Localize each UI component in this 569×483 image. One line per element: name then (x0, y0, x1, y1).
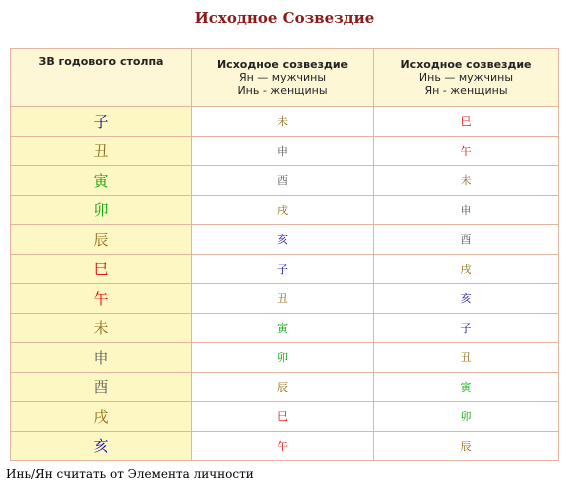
table-body (11, 107, 559, 461)
table-header-row (11, 49, 559, 107)
table-row (11, 107, 559, 137)
header-yin-line2: Ян - женщины (424, 84, 508, 97)
branch-cell: 酉 (11, 372, 192, 402)
table-row (11, 195, 559, 225)
table-row (11, 254, 559, 284)
table-row (11, 372, 559, 402)
header-year-pillar (11, 49, 192, 107)
branch-cell: 辰 (11, 225, 192, 255)
table-row (11, 313, 559, 343)
yang-cell: 戌 (192, 195, 374, 225)
branch-cell: 寅 (11, 166, 192, 196)
yin-cell: 申 (374, 195, 559, 225)
yang-cell: 子 (192, 254, 374, 284)
branch-cell: 午 (11, 284, 192, 314)
branch-cell: 戌 (11, 402, 192, 432)
yang-cell: 亥 (192, 225, 374, 255)
branch-cell: 亥 (11, 431, 192, 461)
yin-cell: 子 (374, 313, 559, 343)
table-row (11, 402, 559, 432)
yin-cell: 亥 (374, 284, 559, 314)
yang-cell: 丑 (192, 284, 374, 314)
header-yang-constellation (192, 49, 374, 107)
yang-cell: 申 (192, 136, 374, 166)
table-row (11, 136, 559, 166)
branch-cell: 未 (11, 313, 192, 343)
yang-cell: 辰 (192, 372, 374, 402)
yang-cell: 酉 (192, 166, 374, 196)
page-title: Исходное Созвездие (194, 9, 375, 27)
branch-cell: 申 (11, 343, 192, 373)
branch-cell: 巳 (11, 254, 192, 284)
yang-cell: 巳 (192, 402, 374, 432)
yin-cell: 寅 (374, 372, 559, 402)
table-row (11, 225, 559, 255)
branch-cell: 卯 (11, 195, 192, 225)
header-yang-line2: Инь - женщины (237, 84, 328, 97)
yang-cell: 寅 (192, 313, 374, 343)
table-row (11, 284, 559, 314)
yin-cell: 酉 (374, 225, 559, 255)
yin-cell: 未 (374, 166, 559, 196)
constellation-table (10, 48, 559, 461)
yin-cell: 卯 (374, 402, 559, 432)
header-yin-constellation (374, 49, 559, 107)
yang-cell: 未 (192, 107, 374, 137)
yin-cell: 戌 (374, 254, 559, 284)
yang-cell: 午 (192, 431, 374, 461)
yin-cell: 巳 (374, 107, 559, 137)
yang-cell: 卯 (192, 343, 374, 373)
header-yin-title: Исходное созвездие (400, 58, 532, 71)
header-yang-title: Исходное созвездие (216, 58, 349, 71)
yin-cell: 午 (374, 136, 559, 166)
branch-cell: 子 (11, 107, 192, 137)
table-row (11, 343, 559, 373)
branch-cell: 丑 (11, 136, 192, 166)
header-yin-line1: Инь — мужчины (418, 71, 514, 84)
table-row (11, 431, 559, 461)
header-year-pillar-label: ЗВ годового столпа (38, 55, 164, 68)
header-yang-line1: Ян — мужчины (238, 71, 327, 84)
yin-cell: 丑 (374, 343, 559, 373)
footnote: Инь/Ян считать от Элемента личности (6, 467, 254, 481)
table-row (11, 166, 559, 196)
yin-cell: 辰 (374, 431, 559, 461)
